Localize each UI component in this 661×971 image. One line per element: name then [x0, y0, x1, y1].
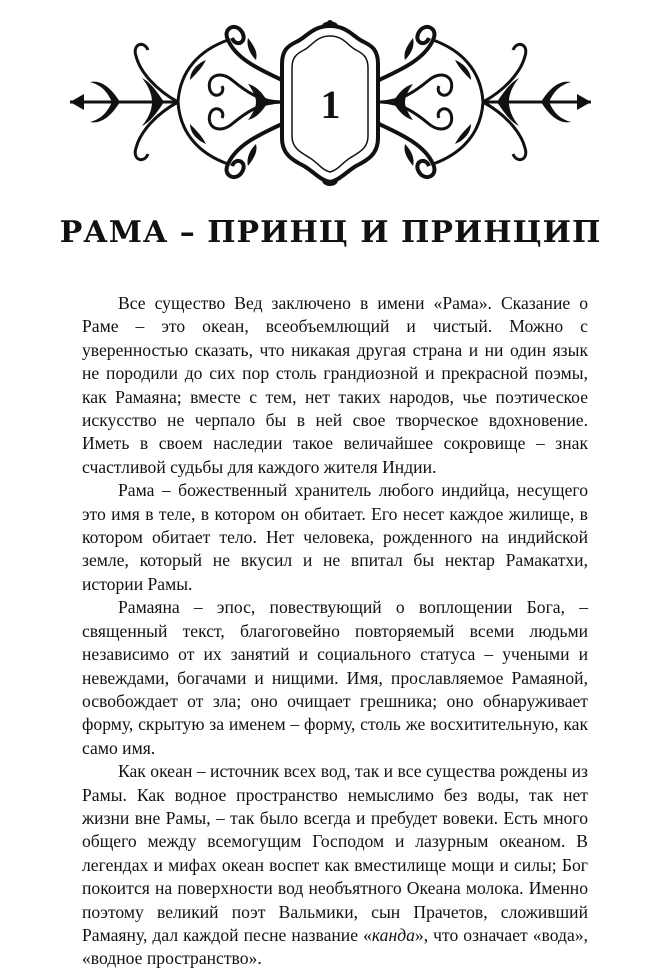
chapter-body [82, 292, 588, 971]
chapter-title: РАМА – ПРИНЦ И ПРИНЦИП [59, 215, 602, 250]
paragraph: Все существо Вед заключено в имени «Рама». Сказание о Раме – это океан, всеобъемлющий и чистый. Можно с уверенностью сказать, что никакая другая страна и ни один язык не породили до сих пор столь грандиозной и прекрасной поэмы, как Рамаяна; вместе с тем, нет таких народов, чье поэтическое искусство не черпало бы в ней свое творческое вдохновение. Иметь в своем наследии такое величайшее сокровище – знак счастливой судьбы для каждого жителя Индии. [82, 293, 588, 477]
paragraph [82, 760, 588, 971]
paragraph-text: Как океан – источник всех вод, так и все существа рождены из Рамы. Как водное пространство немыслимо без воды, так нет жизни вне Рамы, – так было всегда и пребудет вовеки. Есть много общего между всемогущим Господом и лазурным океаном. В легендах и мифах океан воспет как вместилище мощи и силы; Бог покоится на поверхности вод необъятного Океана молока. Именно поэтому великий поэт Вальмики, сын Прачетов, сложивший Рамаяну, дал каждой песне название « [82, 761, 588, 945]
emphasis-term: канда [371, 924, 415, 945]
chapter-number: 1 [320, 82, 341, 127]
paragraph-text: », что означает «вода», «водное пространство». [82, 924, 588, 969]
paragraph: Рамаяна – эпос, повествующий о воплощении Бога, – священный текст, благоговейно повторяемый всеми людьми независимо от их занятий и социального статуса – учеными и невеждами, богачами и нищими. Имя, прославляемое Рамаяной, освобождает от зла; оно очищает грешника; оно обнаруживает форму, скрытую за именем – форму, столь же восхитительную, как само имя. [82, 597, 588, 758]
paragraph: Рама – божественный хранитель любого индийца, несущего это имя в теле, в котором он обитает. Его несет каждое жилище, в котором обитает тело. Нет человека, рожденного на индийской земле, который не вкусил и не впитал бы нектар Рамакатхи, истории Рамы. [82, 480, 588, 594]
